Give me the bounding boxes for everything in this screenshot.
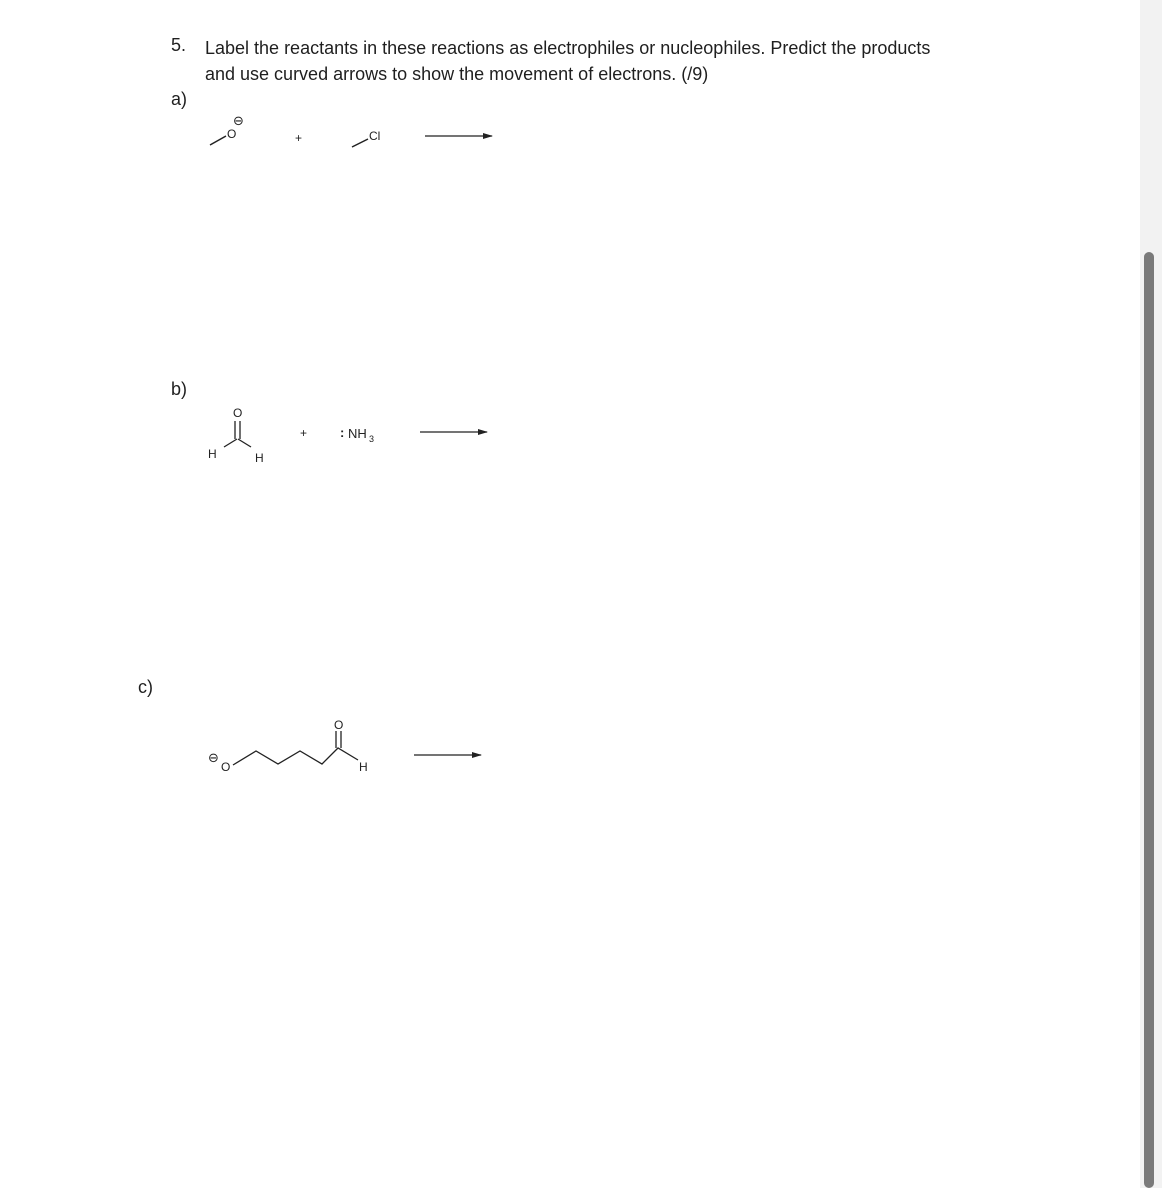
question-number: 5.	[171, 35, 187, 55]
aldehyde-hydrogen: H	[359, 760, 368, 774]
part-b-label: b)	[171, 379, 188, 399]
part-a-plus: +	[295, 131, 303, 145]
part-b-plus: +	[300, 426, 308, 440]
scrollbar-thumb[interactable]	[1144, 252, 1154, 1188]
part-b-ammonia	[340, 425, 374, 444]
part-a-label: a)	[171, 89, 188, 109]
methoxide-oxygen: O	[227, 127, 237, 141]
methoxide-bond	[210, 136, 226, 145]
part-c-label: c)	[138, 677, 153, 697]
alkoxide-charge: ⊖	[208, 750, 219, 765]
methoxide-charge: ⊖	[233, 113, 244, 128]
ammonia-lone-pair: :	[340, 425, 345, 440]
c-h-left-bond	[224, 439, 237, 447]
formaldehyde-h-right: H	[255, 451, 264, 465]
c-h-right-bond	[238, 439, 251, 447]
formaldehyde-h-left: H	[208, 447, 217, 461]
ammonia-formula: NH	[348, 426, 367, 441]
formaldehyde-oxygen: O	[233, 406, 243, 420]
chloroethane-bond	[352, 139, 368, 147]
part-b-formaldehyde	[208, 406, 264, 465]
alkoxide-oxygen: O	[221, 760, 231, 774]
carbon-chain	[233, 748, 358, 765]
part-a-chloroethane	[352, 129, 380, 147]
part-c-molecule	[208, 718, 368, 774]
question-text: Label the reactants in these reactions as electrophiles or nucleophiles. Predict the products and use curved arrows to show the movement of electrons. (/9)	[205, 38, 931, 84]
ammonia-subscript: 3	[369, 434, 375, 444]
part-a-methoxide	[210, 113, 244, 145]
chloroethane-chlorine: Cl	[369, 129, 381, 143]
aldehyde-oxygen: O	[334, 718, 344, 732]
